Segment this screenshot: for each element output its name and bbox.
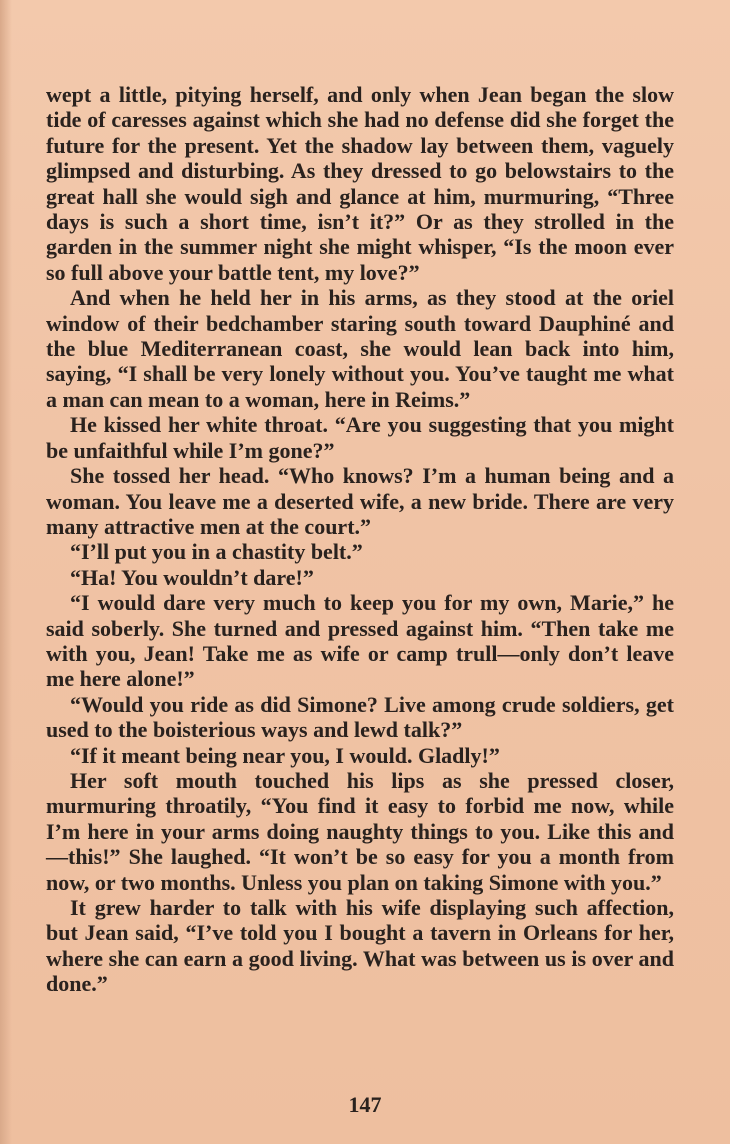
paragraph-5: “I’ll put you in a chastity belt.” (70, 539, 363, 565)
paragraph-4: She tossed her head. “Who knows? I’m a human being and a woman. You leave me a deserted wife, a new bride. There are very many attractive men at the court.” (46, 463, 674, 539)
paragraph-8: “Would you ride as did Simone? Live among crude soldiers, get used to the boisterious ways and lewd talk?” (46, 691, 674, 743)
paragraph-6: “Ha! You wouldn’t dare!” (70, 564, 314, 590)
paragraph-3: He kissed her white throat. “Are you suggesting that you might be unfaithful while I’m gone?” (46, 412, 674, 463)
paragraph-10: Her soft mouth touched his lips as she pressed closer, murmuring throatily, “You find it easy to forbid me now, while I’m here in your arms doing naughty things to you. Like this and—this!” She laughed. “It won’t be so easy for you a month from now, or two months. Unless you plan on taking Simone with you.” (46, 767, 674, 895)
paragraph-2: And when he held her in his arms, as they stood at the oriel window of their bedchamber staring south toward Dauphiné and the blue Mediterranean coast, she would lean back into him, saying, “I shall be very lonely without you. You’ve taught me what a man can mean to a woman, here in Reims.” (46, 285, 674, 412)
body-text (46, 82, 674, 997)
paragraph-1: wept a little, pitying herself, and only when Jean began the slow tide of caresses against which she had no defense did she forget the future for the present. Yet the shadow lay between them, vaguely glimpsed and disturbing. As they dressed to go belowstairs to the great hall she would sigh and glance at him, murmuring, “Three days is such a short time, isn’t it?” Or as they strolled in the garden in the summer night she might whisper, “Is the moon ever so full above your battle tent, my love?” (46, 82, 674, 285)
paragraph-7: “I would dare very much to keep you for my own, Marie,” he said soberly. She turned and pressed against him. “Then take me with you, Jean! Take me as wife or camp trull—only don’t leave me here alone!” (46, 590, 674, 692)
paragraph-9: “If it meant being near you, I would. Gladly!” (70, 742, 500, 768)
page-number: 147 (348, 1092, 382, 1117)
paragraph-11: It grew harder to talk with his wife displaying such affection, but Jean said, “I’ve told you I bought a tavern in Orleans for her, where she can earn a good living. What was between us is over and done.” (46, 895, 674, 997)
